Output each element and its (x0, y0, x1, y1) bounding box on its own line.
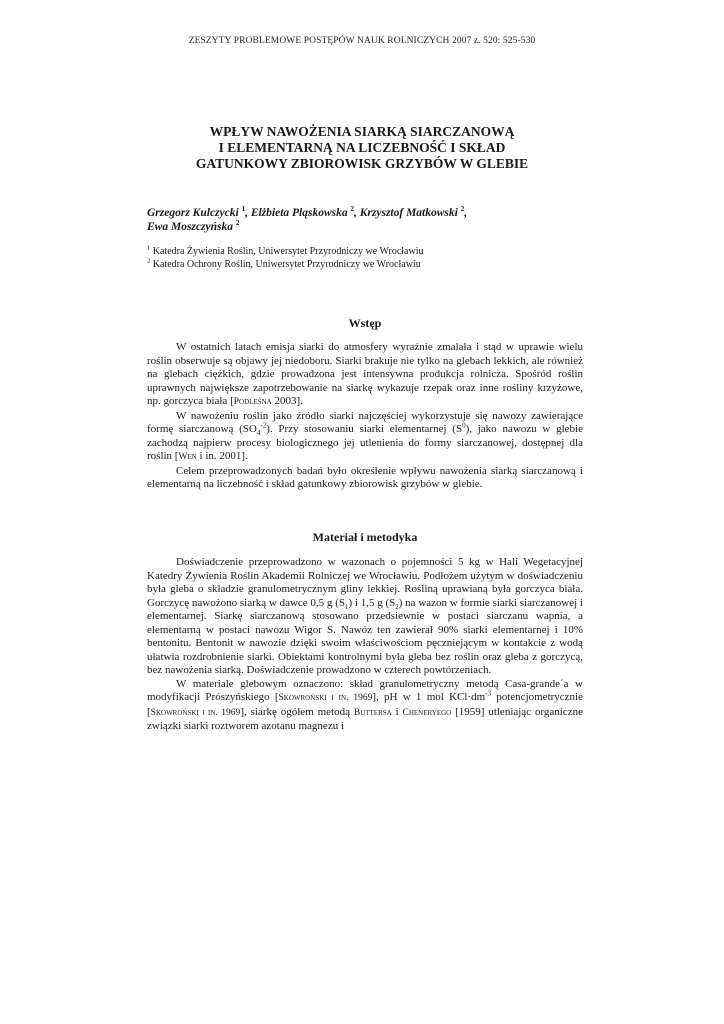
author-affil-mark: 1 (241, 205, 246, 214)
article-title (120, 124, 604, 172)
running-header: ZESZYTY PROBLEMOWE POSTĘPÓW NAUK ROLNICZYCH 2007 z. 520: 525-530 (188, 36, 536, 46)
affiliation-2: $^2$ Katedra Ochrony Roślin, Uniwersytet Przyrodniczy we Wrocławiu (147, 257, 421, 270)
citation: Cheneryego (402, 707, 452, 718)
intro-paragraph-2: W nawożeniu roślin jako źródło siarki najczęściej wykorzystuje się nawozy zawierające formę siarczanową $(SO_4^{-2})$. Przy stosowaniu siarki elementarnej $(S^0)$, jako nawozu w glebie zachodzą najpierw procesy biologicznego jej utlenienia do formy siarczanowej, dostępnej dla roślin [Wen i in. 2001]. (147, 409, 583, 462)
title-line-3: GATUNKOWY ZBIOROWISK GRZYBÓW W GLEBIE (195, 156, 529, 171)
intro-paragraph-3: Celem przeprowadzonych badań było określenie wpływu nawożenia siarką siarczanową i elementarną na liczebność i skład gatunkowy zbiorowisk grzybów w glebie. (147, 464, 583, 490)
author-affil-mark: 2 (235, 219, 240, 228)
author-affil-mark: 2 (460, 205, 465, 214)
title-line-1: WPŁYW NAWOŻENIA SIARKĄ SIARCZANOWĄ (209, 124, 515, 139)
author-name: Elżbieta Pląskowska (250, 207, 348, 219)
citation: Podleśna (233, 397, 272, 407)
title-line-2: I ELEMENTARNĄ NA LICZEBNOŚĆ I SKŁAD (218, 140, 506, 155)
author-name: Krzysztof Matkowski (359, 207, 458, 219)
methods-paragraph-2: W materiale glebowym oznaczono: skład granulometryczny metodą Casa-grande´a w modyfikacji Prószyńskiego [Skowroński i in. 1969], pH w 1 mol $KCl\cdot dm^{-3}$ potencjometrycznie [Skowroński i in. 1969], siarkę ogółem metodą Buttersa i Cheneryego [1959] utleniając organiczne związki siarki roztworem azotanu magnezu i (147, 677, 583, 732)
citation: Skowroński i in. 1969 (278, 693, 373, 703)
authors-line-1: Grzegorz Kulczycki $^1$, Elżbieta Pląskowska $^2$, Krzysztof Matkowski $^2$, (147, 205, 468, 219)
author-name: Ewa Moszczyńska (147, 221, 233, 233)
affiliation-1: $^1$ Katedra Żywienia Roślin, Uniwersytet Przyrodniczy we Wrocławiu (147, 244, 424, 257)
affiliations (147, 246, 587, 271)
methods-paragraph-1: Doświadczenie przeprowadzono w wazonach o pojemności 5 kg w Hali Wegetacyjnej Katedry Żywienia Roślin Akademii Rolniczej we Wrocławiu. Podłożem użytym w doświadczeniu była gleba o składzie granulometrycznym gliny lekkiej. Rośliną uprawianą była gorczyca biała. Gorczycę nawożono siarką w dawce 0,5 g $(S_1)$ i 1,5 g $(S_2)$ na wazon w formie siarki siarczanowej i elementarnej. Siarkę siarczanową stosowano przedsiewnie w postaci siarczanu wapnia, a elementarną w postaci nawozu Wigor S. Nawóz ten zawierał 90% siarki elementarnej i 10% bentonitu. Bentonit w nawozie dzięki swoim właściwościom pęczniejącym w kontakcie z wodą ułatwia rozdrobnienie siarki. Obiektami kontrolnymi była gleba bez roślin oraz gleba z gorczycą, bez nawożenia siarką. Doświadczenie prowadzono w czterech powtórzeniach. (147, 556, 583, 676)
author-list (147, 206, 587, 234)
section-heading-methods: Materiał i metodyka (312, 530, 418, 544)
authors-line-2 (147, 220, 587, 234)
author-name: Grzegorz Kulczycki (147, 207, 239, 219)
citation: Buttersa (353, 707, 392, 718)
intro-paragraph-1: W ostatnich latach emisja siarki do atmosfery wyraźnie zmalała i stąd w uprawie wielu roślin obserwuje są objawy jej niedoboru. Siarki brakuje nie tylko na glebach lekkich, ale również na glebach ciężkich, gdzie prowadzona jest intensywna produkcja rolnicza. Spośród roślin uprawnych największe zapotrzebowanie na siarkę wykazuje rzepak oraz inne rośliny krzyżowe, np. gorczyca biała [Podleśna 2003]. (147, 341, 583, 407)
citation: Skowroński i in. 1969 (150, 707, 241, 718)
intro-body (147, 341, 583, 492)
section-heading-intro: Wstęp (348, 316, 382, 330)
citation: Wen (178, 452, 197, 462)
methods-body (147, 556, 583, 734)
author-affil-mark: 2 (350, 205, 354, 214)
